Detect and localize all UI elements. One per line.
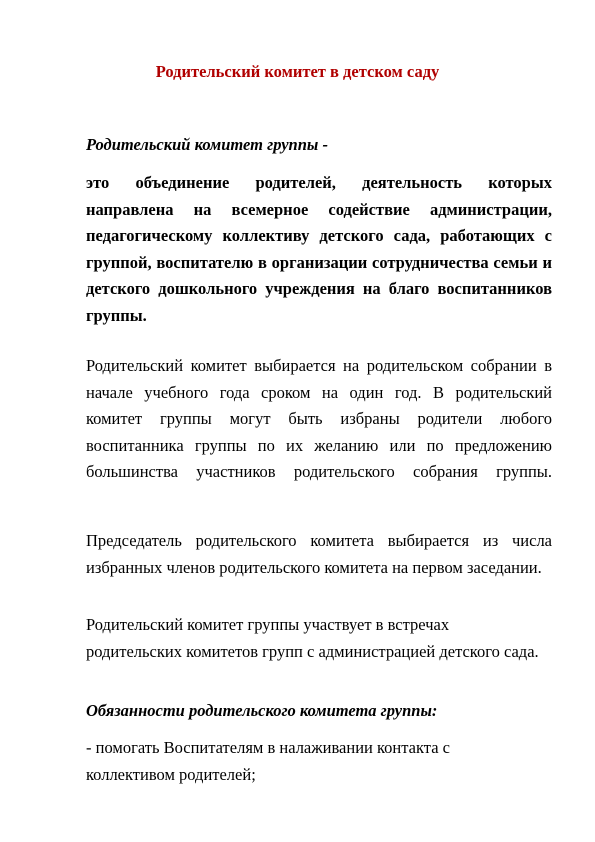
- election-paragraph: Родительский комитет выбирается на родительском собрании в начале учебного года сроком на один год. В родительский комитет группы могут быть избраны родители любого воспитанника группы по их желанию или по предложению большинства участников родительского собрания группы.: [86, 356, 552, 481]
- section-heading-duties: Обязанности родительского комитета группы:: [86, 701, 438, 720]
- chair-paragraph: Председатель родительского комитета выбирается из числа избранных членов родительского комитета на первом заседании.: [86, 531, 552, 577]
- page-title: Родительский комитет в детском саду: [155, 62, 440, 81]
- section-heading-committee: Родительский комитет группы -: [86, 135, 328, 154]
- duty-list-item: - помогать Воспитателям в налаживании контакта с коллективом родителей;: [86, 738, 450, 784]
- definition-paragraph: это объединение родителей, деятельность которых направлена на всемерное содействие администрации, педагогическому коллективу детского сада, работающих с группой, воспитателю в организации сотрудничества семьи и детского дошкольного учреждения на благо воспитанников группы.: [86, 173, 552, 325]
- meetings-paragraph: Родительский комитет группы участвует в встречах родительских комитетов групп с администрацией детского сада.: [86, 615, 539, 661]
